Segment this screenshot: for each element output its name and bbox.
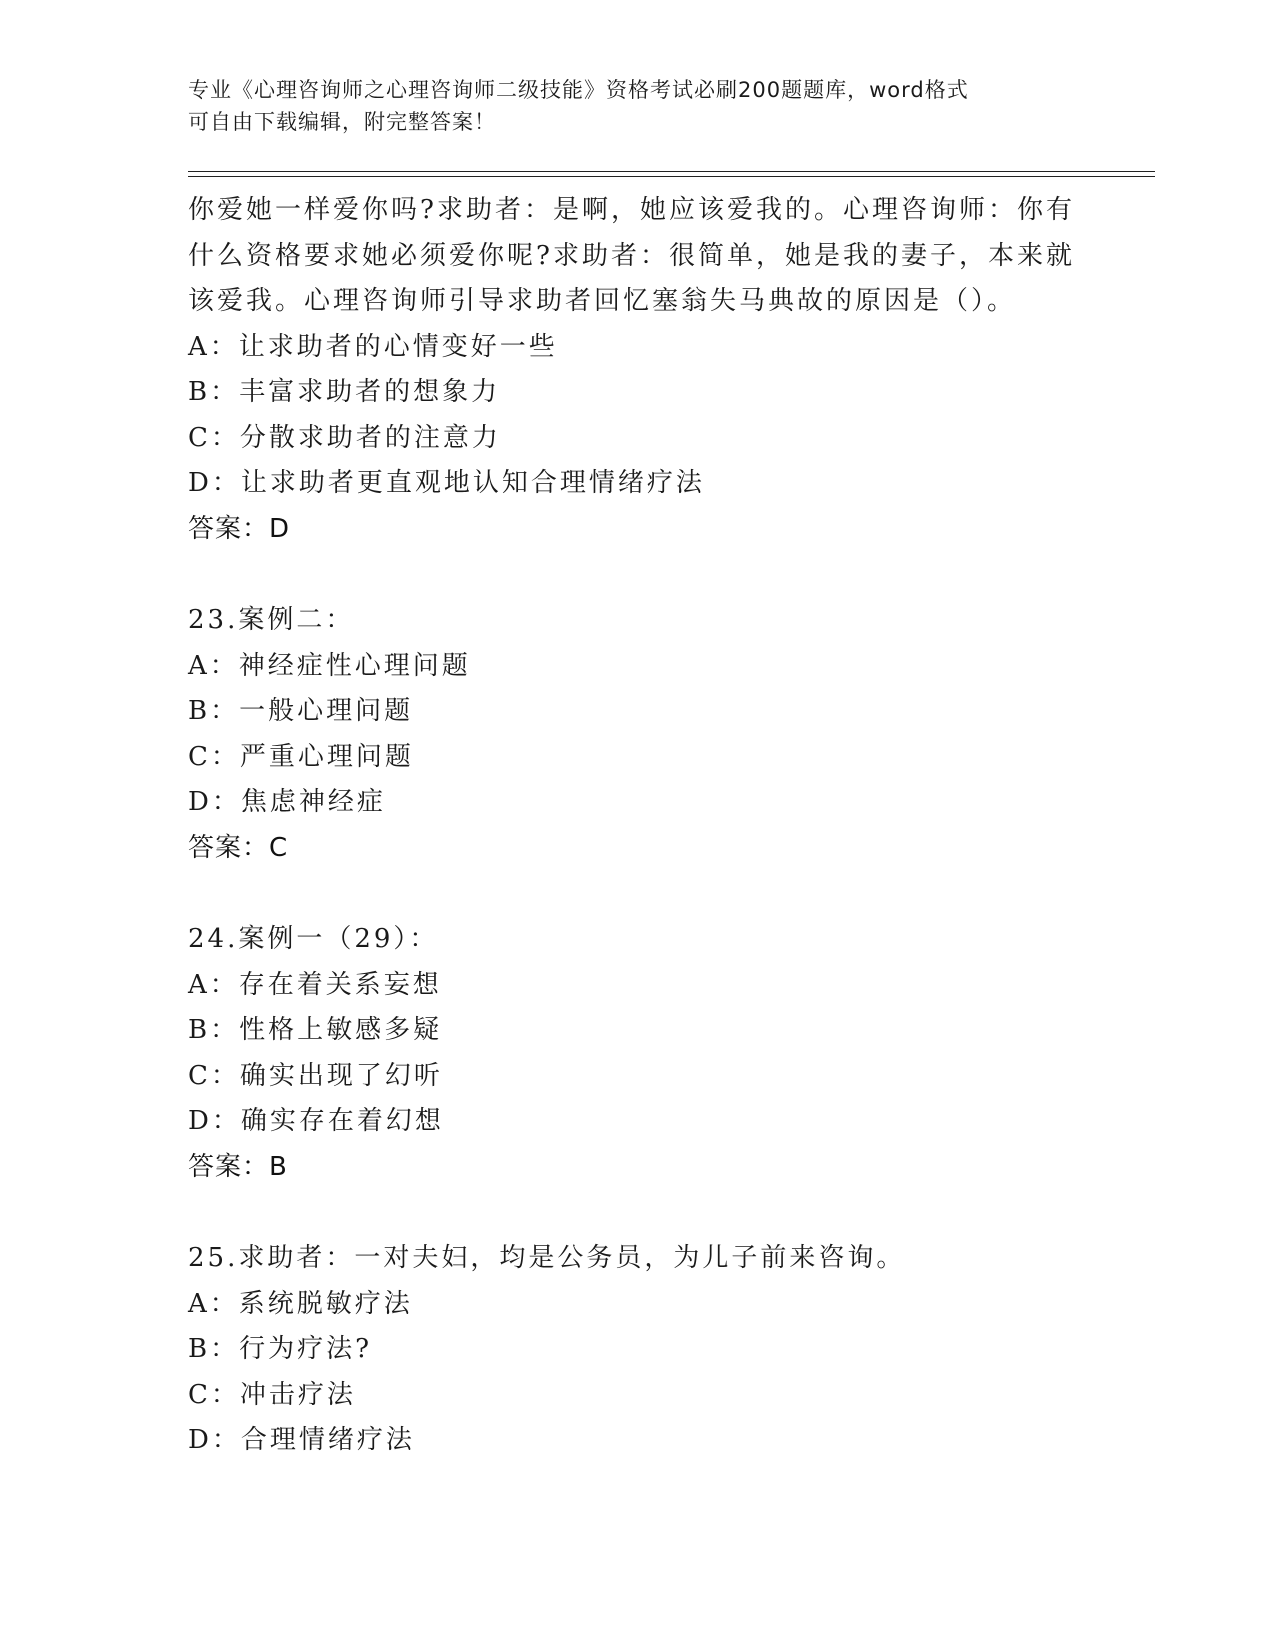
question-stem-line: 什么资格要求她必须爱你呢?求助者：很简单，她是我的妻子，本来就 — [188, 240, 1075, 271]
option-a: A：存在着关系妄想 — [188, 969, 442, 1000]
option-d: D：确实存在着幻想 — [188, 1106, 444, 1136]
answer-label: 答案：C — [188, 832, 289, 863]
option-d: D：合理情绪疗法 — [188, 1425, 415, 1455]
answer-label: 答案：D — [188, 513, 291, 544]
option-b: B：丰富求助者的想象力 — [188, 377, 501, 407]
option-a: A：系统脱敏疗法 — [188, 1288, 413, 1319]
option-a: A：让求助者的心情变好一些 — [188, 331, 558, 362]
question-stem: 24.案例一（29）： — [188, 924, 439, 954]
option-a: A：神经症性心理问题 — [188, 650, 471, 681]
header-line-1: 专业《心理咨询师之心理咨询师二级技能》资格考试必刷200题题库，word格式 — [188, 78, 969, 102]
option-c: C：分散求助者的注意力 — [188, 422, 501, 453]
spacer — [188, 871, 1088, 917]
question-stem: 23.案例二： — [188, 605, 355, 635]
question-stem-line: 你爱她一样爱你吗?求助者：是啊，她应该爱我的。心理咨询师：你有 — [188, 195, 1075, 225]
option-c: C：冲击疗法 — [188, 1379, 356, 1410]
question-stem: 25.求助者：一对夫妇，均是公务员，为儿子前来咨询。 — [188, 1243, 906, 1273]
answer-label: 答案：B — [188, 1151, 288, 1182]
header-divider-bottom — [188, 176, 1155, 177]
option-b: B：一般心理问题 — [188, 696, 414, 726]
header-line-2: 可自由下载编辑，附完整答案！ — [188, 110, 496, 134]
option-c: C：严重心理问题 — [188, 741, 414, 772]
question-block-25 — [188, 1236, 1088, 1464]
option-d: D：焦虑神经症 — [188, 787, 386, 817]
question-stem-line: 该爱我。心理咨询师引导求助者回忆塞翁失马典故的原因是（）。 — [188, 286, 1017, 316]
header-divider-top — [188, 171, 1155, 172]
question-block-23 — [188, 598, 1088, 871]
option-b: B：行为疗法? — [188, 1334, 373, 1364]
option-c: C：确实出现了幻听 — [188, 1060, 443, 1091]
option-b: B：性格上敏感多疑 — [188, 1015, 443, 1045]
question-block-22 — [188, 188, 1088, 552]
option-d: D：让求助者更直观地认知合理情绪疗法 — [188, 468, 705, 498]
spacer — [188, 1190, 1088, 1236]
document-body — [188, 188, 1088, 1464]
spacer — [188, 552, 1088, 598]
question-block-24 — [188, 917, 1088, 1190]
document-header — [188, 74, 1078, 138]
